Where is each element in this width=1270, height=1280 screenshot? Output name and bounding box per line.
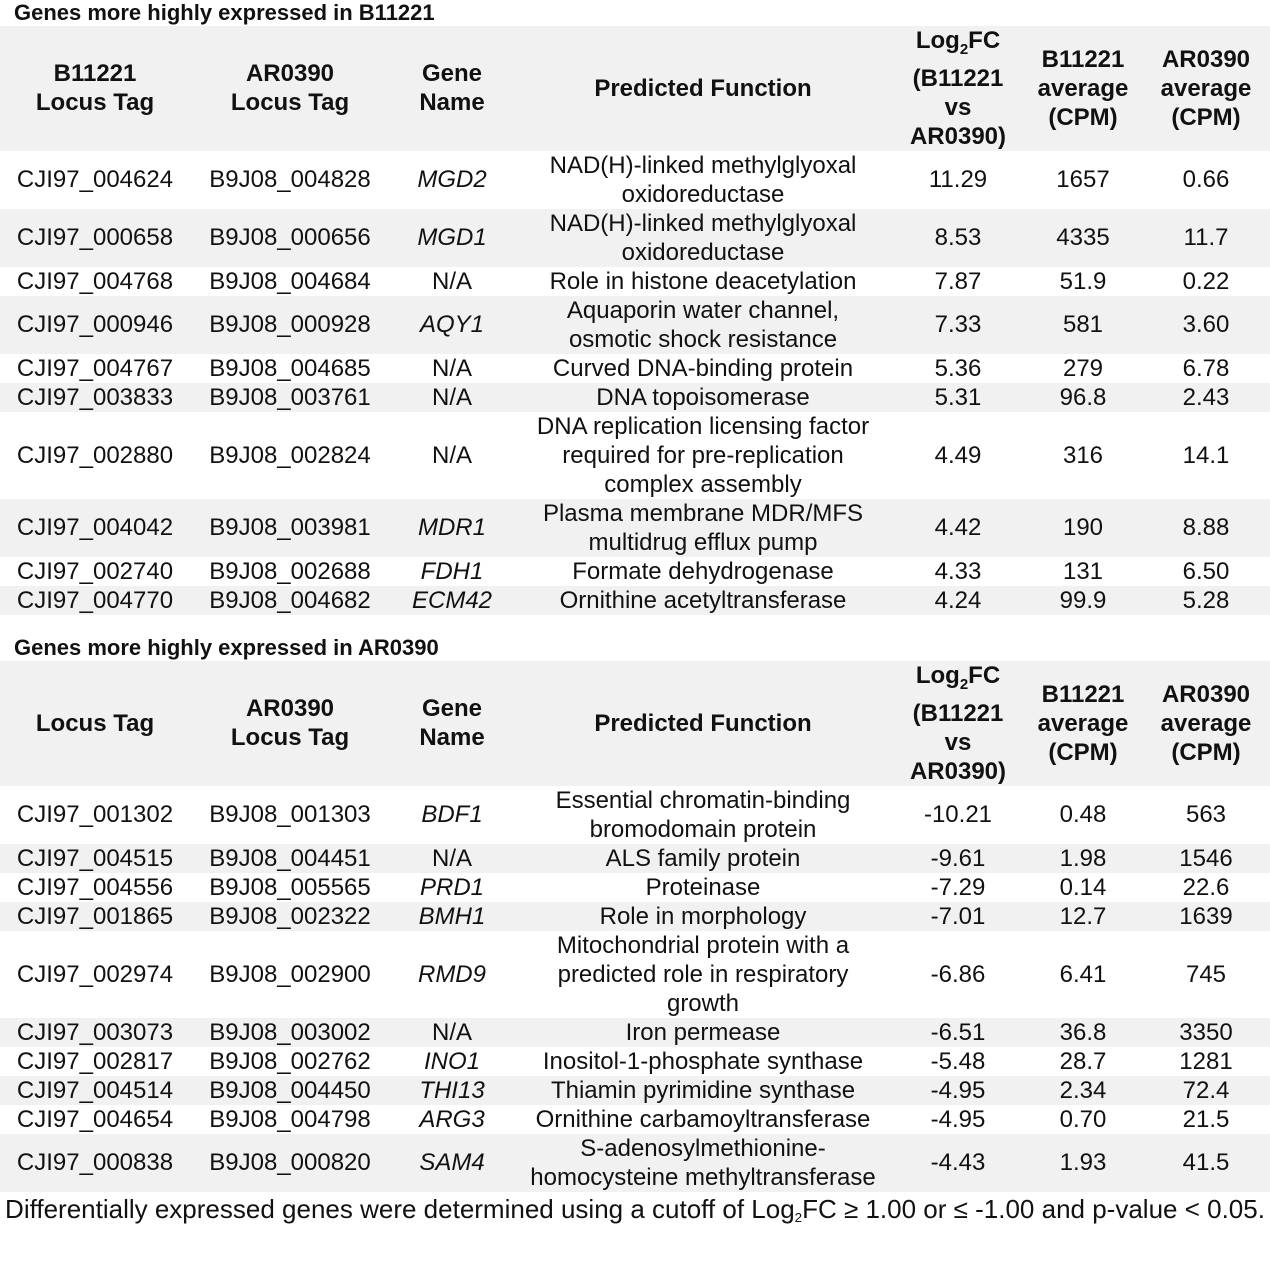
table-row xyxy=(0,354,1270,383)
cell-ar0390-average: 1639 xyxy=(1179,902,1233,930)
table-row xyxy=(0,151,1270,209)
section-title: Genes more highly expressed in B11221 xyxy=(14,0,435,25)
header-log2fc-line xyxy=(892,26,1024,64)
header-b11221-average-line: (CPM) xyxy=(1048,103,1118,131)
header-gene-name-line: Gene xyxy=(421,60,483,88)
table-row xyxy=(0,1134,1270,1192)
cell-b11221-average: 279 xyxy=(1062,354,1104,382)
cell-b11221-locus-tag: CJI97_004515 xyxy=(16,844,174,872)
header-locus-tag xyxy=(0,26,190,151)
header-b11221-average-line: average xyxy=(1037,709,1129,737)
header-ar0390-average-line: average xyxy=(1160,74,1252,102)
footnote-part2: FC ≥ 1.00 or ≤ -1.00 and p-value < 0.05. xyxy=(802,1193,1265,1224)
cell-ar0390-average: 1546 xyxy=(1179,844,1233,872)
table-row xyxy=(0,786,1270,844)
table-row xyxy=(0,383,1270,412)
cell-ar0390-average: 21.5 xyxy=(1182,1105,1230,1133)
cell-ar0390-average: 6.78 xyxy=(1182,354,1230,382)
cell-b11221-average: 12.7 xyxy=(1059,902,1107,930)
cell-ar0390-average: 72.4 xyxy=(1182,1076,1230,1104)
expression-table xyxy=(0,661,1270,1192)
cell-b11221-average: 0.14 xyxy=(1059,873,1107,901)
cell-b11221-average: 1.93 xyxy=(1059,1149,1107,1177)
header-row xyxy=(0,661,1270,786)
cell-b11221-average: 1657 xyxy=(1056,166,1110,194)
cell-b11221-average: 0.48 xyxy=(1059,801,1107,829)
cell-ar0390-average: 11.7 xyxy=(1183,224,1229,252)
cell-gene-name: MGD1 xyxy=(417,224,487,252)
cell-ar0390-average: 745 xyxy=(1185,960,1227,988)
cell-b11221-average: 28.7 xyxy=(1059,1047,1107,1075)
cell-b11221-locus-tag: CJI97_000838 xyxy=(16,1149,174,1177)
cell-b11221-locus-tag: CJI97_002817 xyxy=(16,1047,174,1075)
cell-predicted-function: Iron permease xyxy=(625,1018,781,1046)
log-text: Log xyxy=(915,661,960,689)
table-row xyxy=(0,209,1270,267)
header-gene-name-line: Name xyxy=(419,89,485,117)
log-subscript: 2 xyxy=(959,675,969,693)
cell-ar0390-average: 2.43 xyxy=(1182,383,1230,411)
header-ar0390-average-line: AR0390 xyxy=(1161,680,1251,708)
cell-b11221-locus-tag: CJI97_003833 xyxy=(16,383,174,411)
header-gene-name-line: Name xyxy=(419,724,485,752)
cell-b11221-average: 581 xyxy=(1062,311,1104,339)
table-row xyxy=(0,1076,1270,1105)
cell-b11221-locus-tag: CJI97_002740 xyxy=(16,557,174,585)
header-log2fc-line: vs xyxy=(944,93,972,121)
cell-log2fc: -4.43 xyxy=(930,1149,986,1177)
cell-ar0390-locus-tag: B9J08_000928 xyxy=(209,311,371,339)
cell-ar0390-locus-tag: B9J08_002824 xyxy=(209,441,371,469)
cell-ar0390-locus-tag: B9J08_003981 xyxy=(209,514,371,542)
cell-predicted-function: Mitochondrial protein with a predicted role in respiratory growth xyxy=(556,931,850,1017)
cell-ar0390-locus-tag: B9J08_003002 xyxy=(209,1018,371,1046)
cell-gene-name: N/A xyxy=(431,441,472,469)
cell-b11221-locus-tag: CJI97_000658 xyxy=(16,224,174,252)
header-ar0390-locus-tag xyxy=(190,661,390,786)
cell-ar0390-locus-tag: B9J08_004451 xyxy=(209,844,371,872)
section-spacer xyxy=(0,615,1270,635)
header-b11221-average-line: B11221 xyxy=(1041,680,1125,708)
header-locus-tag-line: B11221 xyxy=(53,60,137,88)
header-locus-tag-line: Locus Tag xyxy=(35,89,155,117)
cell-ar0390-average: 563 xyxy=(1185,801,1227,829)
cell-predicted-function: Ornithine carbamoyltransferase xyxy=(535,1105,871,1133)
footnote xyxy=(0,1192,1270,1233)
cell-gene-name: BMH1 xyxy=(418,902,486,930)
cell-predicted-function: Inositol-1-phosphate synthase xyxy=(542,1047,864,1075)
cell-gene-name: N/A xyxy=(431,267,472,295)
cell-b11221-locus-tag: CJI97_004514 xyxy=(16,1076,174,1104)
expression-table xyxy=(0,26,1270,615)
cell-ar0390-average: 0.22 xyxy=(1182,267,1230,295)
header-ar0390-locus-tag xyxy=(190,26,390,151)
cell-predicted-function: DNA topoisomerase xyxy=(596,383,810,411)
cell-b11221-average: 4335 xyxy=(1056,224,1110,252)
header-ar0390-average-line: (CPM) xyxy=(1171,103,1241,131)
cell-ar0390-locus-tag: B9J08_002900 xyxy=(209,960,371,988)
cell-ar0390-locus-tag: B9J08_004828 xyxy=(209,166,371,194)
cell-gene-name: FDH1 xyxy=(420,557,484,585)
cell-b11221-average: 1.98 xyxy=(1059,844,1107,872)
cell-predicted-function: NAD(H)-linked methylglyoxal oxidoreductase xyxy=(549,151,857,208)
cell-predicted-function: Aquaporin water channel, osmotic shock resistance xyxy=(566,296,840,353)
table-row xyxy=(0,586,1270,615)
cell-predicted-function: Plasma membrane MDR/MFS multidrug efflux pump xyxy=(542,499,864,556)
log-subscript: 2 xyxy=(959,40,969,58)
header-log2fc-line: AR0390) xyxy=(909,757,1007,785)
cell-b11221-locus-tag: CJI97_002974 xyxy=(16,960,174,988)
cell-predicted-function: ALS family protein xyxy=(605,844,801,872)
cell-b11221-average: 2.34 xyxy=(1059,1076,1107,1104)
header-b11221-average xyxy=(1024,661,1142,786)
header-row xyxy=(0,26,1270,151)
cell-b11221-locus-tag: CJI97_000946 xyxy=(16,311,174,339)
cell-b11221-locus-tag: CJI97_004042 xyxy=(16,514,174,542)
cell-b11221-average: 190 xyxy=(1062,514,1104,542)
table-row xyxy=(0,1047,1270,1076)
cell-ar0390-locus-tag: B9J08_000820 xyxy=(209,1149,371,1177)
cell-gene-name: ECM42 xyxy=(411,586,493,614)
cell-ar0390-locus-tag: B9J08_001303 xyxy=(209,801,371,829)
header-predicted-function: Predicted Function xyxy=(594,709,812,737)
cell-b11221-locus-tag: CJI97_004556 xyxy=(16,873,174,901)
cell-ar0390-locus-tag: B9J08_004685 xyxy=(209,354,371,382)
cell-ar0390-average: 0.66 xyxy=(1182,166,1230,194)
header-b11221-average xyxy=(1024,26,1142,151)
cell-gene-name: MDR1 xyxy=(417,514,486,542)
header-log2fc-line: vs xyxy=(944,728,972,756)
header-gene-name xyxy=(390,661,514,786)
cell-log2fc: 5.31 xyxy=(934,383,982,411)
cell-b11221-locus-tag: CJI97_003073 xyxy=(16,1018,174,1046)
header-log2fc-line xyxy=(892,661,1024,699)
header-b11221-average-line: (CPM) xyxy=(1048,738,1118,766)
cell-predicted-function: Thiamin pyrimidine synthase xyxy=(550,1076,856,1104)
header-ar0390-average-line: AR0390 xyxy=(1161,45,1251,73)
cell-log2fc: -7.29 xyxy=(930,873,986,901)
header-ar0390-locus-tag-line: AR0390 xyxy=(245,695,335,723)
table-row xyxy=(0,557,1270,586)
table-row xyxy=(0,902,1270,931)
cell-log2fc: 11.29 xyxy=(928,166,988,194)
cell-log2fc: 4.42 xyxy=(934,514,982,542)
cell-gene-name: AQY1 xyxy=(419,311,485,339)
fc-text: FC xyxy=(968,661,1001,689)
footnote-subscript: 2 xyxy=(794,1209,803,1225)
cell-ar0390-locus-tag: B9J08_003761 xyxy=(209,383,371,411)
table-row xyxy=(0,873,1270,902)
cell-ar0390-average: 3.60 xyxy=(1182,311,1230,339)
cell-b11221-average: 0.70 xyxy=(1059,1105,1107,1133)
cell-predicted-function: Role in morphology xyxy=(599,902,807,930)
cell-b11221-average: 51.9 xyxy=(1059,267,1107,295)
cell-log2fc: -4.95 xyxy=(930,1076,986,1104)
table-row xyxy=(0,844,1270,873)
cell-b11221-locus-tag: CJI97_004767 xyxy=(16,354,174,382)
cell-log2fc: 4.33 xyxy=(934,557,982,585)
cell-ar0390-average: 22.6 xyxy=(1182,873,1230,901)
cell-ar0390-locus-tag: B9J08_002688 xyxy=(209,557,371,585)
cell-log2fc: 7.87 xyxy=(934,267,982,295)
cell-ar0390-average: 41.5 xyxy=(1182,1149,1230,1177)
cell-b11221-locus-tag: CJI97_001302 xyxy=(16,801,174,829)
header-ar0390-average-line: (CPM) xyxy=(1171,738,1241,766)
cell-gene-name: N/A xyxy=(431,354,472,382)
cell-ar0390-average: 8.88 xyxy=(1182,514,1230,542)
cell-log2fc: -10.21 xyxy=(923,801,993,829)
cell-b11221-average: 96.8 xyxy=(1059,383,1107,411)
cell-b11221-locus-tag: CJI97_002880 xyxy=(16,441,174,469)
cell-b11221-average: 6.41 xyxy=(1059,960,1107,988)
cell-ar0390-average: 3350 xyxy=(1179,1018,1233,1046)
cell-b11221-locus-tag: CJI97_004768 xyxy=(16,267,174,295)
cell-gene-name: THI13 xyxy=(419,1076,485,1104)
cell-b11221-average: 36.8 xyxy=(1059,1018,1107,1046)
cell-ar0390-locus-tag: B9J08_004450 xyxy=(209,1076,371,1104)
header-log2fc-line: (B11221 xyxy=(912,64,1004,92)
fc-text: FC xyxy=(968,27,1001,54)
header-ar0390-locus-tag-line: Locus Tag xyxy=(230,724,350,752)
header-ar0390-average-line: average xyxy=(1160,709,1252,737)
cell-predicted-function: Ornithine acetyltransferase xyxy=(559,586,847,614)
cell-log2fc: -5.48 xyxy=(930,1047,986,1075)
cell-b11221-locus-tag: CJI97_004654 xyxy=(16,1105,174,1133)
cell-b11221-average: 99.9 xyxy=(1059,586,1107,614)
cell-ar0390-average: 1281 xyxy=(1179,1047,1233,1075)
cell-log2fc: -6.86 xyxy=(930,960,986,988)
cell-gene-name: N/A xyxy=(431,1018,472,1046)
cell-gene-name: INO1 xyxy=(423,1047,480,1075)
cell-gene-name: SAM4 xyxy=(419,1149,485,1177)
cell-log2fc: 4.24 xyxy=(934,586,982,614)
cell-log2fc: 7.33 xyxy=(934,311,982,339)
header-log2fc xyxy=(892,26,1024,151)
table-row xyxy=(0,1018,1270,1047)
cell-b11221-average: 131 xyxy=(1062,557,1104,585)
cell-b11221-locus-tag: CJI97_004624 xyxy=(16,166,174,194)
cell-predicted-function: S-adenosylmethionine-homocysteine methyltransferase xyxy=(530,1134,876,1191)
cell-ar0390-average: 5.28 xyxy=(1182,586,1230,614)
header-log2fc-line: AR0390) xyxy=(909,122,1007,150)
cell-predicted-function: Role in histone deacetylation xyxy=(549,267,857,295)
cell-log2fc: -7.01 xyxy=(930,902,986,930)
cell-ar0390-locus-tag: B9J08_002762 xyxy=(209,1047,371,1075)
header-gene-name xyxy=(390,26,514,151)
cell-gene-name: PRD1 xyxy=(419,873,485,901)
cell-b11221-average: 316 xyxy=(1062,441,1104,469)
cell-gene-name: ARG3 xyxy=(419,1105,485,1133)
cell-predicted-function: NAD(H)-linked methylglyoxal oxidoreductase xyxy=(549,209,857,266)
header-ar0390-average xyxy=(1142,661,1270,786)
log-text: Log xyxy=(915,27,960,54)
table-row xyxy=(0,267,1270,296)
cell-gene-name: N/A xyxy=(431,844,472,872)
table-row xyxy=(0,412,1270,499)
cell-ar0390-locus-tag: B9J08_004798 xyxy=(209,1105,371,1133)
header-gene-name-line: Gene xyxy=(421,695,483,723)
cell-predicted-function: Formate dehydrogenase xyxy=(572,557,834,585)
cell-gene-name: BDF1 xyxy=(421,801,483,829)
header-ar0390-locus-tag-line: Locus Tag xyxy=(230,89,350,117)
cell-gene-name: MGD2 xyxy=(417,166,487,194)
header-b11221-average-line: B11221 xyxy=(1041,45,1125,73)
cell-log2fc: 4.49 xyxy=(934,441,982,469)
header-locus-tag xyxy=(0,661,190,786)
footnote-part1: Differentially expressed genes were determined using a cutoff of Log xyxy=(5,1193,795,1224)
table-row xyxy=(0,296,1270,354)
cell-gene-name: RMD9 xyxy=(417,960,486,988)
cell-ar0390-locus-tag: B9J08_005565 xyxy=(209,873,371,901)
cell-b11221-locus-tag: CJI97_001865 xyxy=(16,902,174,930)
cell-ar0390-locus-tag: B9J08_004684 xyxy=(209,267,371,295)
cell-ar0390-average: 14.1 xyxy=(1182,441,1230,469)
cell-predicted-function: DNA replication licensing factor required for pre-replication complex assembly xyxy=(536,412,870,498)
header-log2fc xyxy=(892,661,1024,786)
cell-log2fc: -9.61 xyxy=(930,844,986,872)
cell-ar0390-locus-tag: B9J08_004682 xyxy=(209,586,371,614)
header-b11221-average-line: average xyxy=(1037,74,1129,102)
section-title: Genes more highly expressed in AR0390 xyxy=(14,634,439,660)
header-ar0390-average xyxy=(1142,26,1270,151)
header-predicted-function: Predicted Function xyxy=(594,74,812,102)
cell-log2fc: 8.53 xyxy=(934,224,982,252)
table-row xyxy=(0,931,1270,1018)
cell-ar0390-locus-tag: B9J08_002322 xyxy=(209,902,371,930)
cell-predicted-function: Curved DNA-binding protein xyxy=(552,354,854,382)
cell-ar0390-average: 6.50 xyxy=(1182,557,1230,585)
table-row xyxy=(0,1105,1270,1134)
cell-log2fc: -4.95 xyxy=(930,1105,986,1133)
cell-gene-name: N/A xyxy=(431,383,472,411)
cell-predicted-function: Essential chromatin-binding bromodomain protein xyxy=(555,786,851,843)
cell-log2fc: 5.36 xyxy=(934,354,982,382)
cell-ar0390-locus-tag: B9J08_000656 xyxy=(209,224,371,252)
table-row xyxy=(0,499,1270,557)
cell-log2fc: -6.51 xyxy=(930,1018,986,1046)
header-log2fc-line: (B11221 xyxy=(912,699,1004,727)
header-locus-tag-line: Locus Tag xyxy=(35,709,155,737)
header-ar0390-locus-tag-line: AR0390 xyxy=(245,60,335,88)
cell-predicted-function: Proteinase xyxy=(645,873,761,901)
cell-b11221-locus-tag: CJI97_004770 xyxy=(16,586,174,614)
